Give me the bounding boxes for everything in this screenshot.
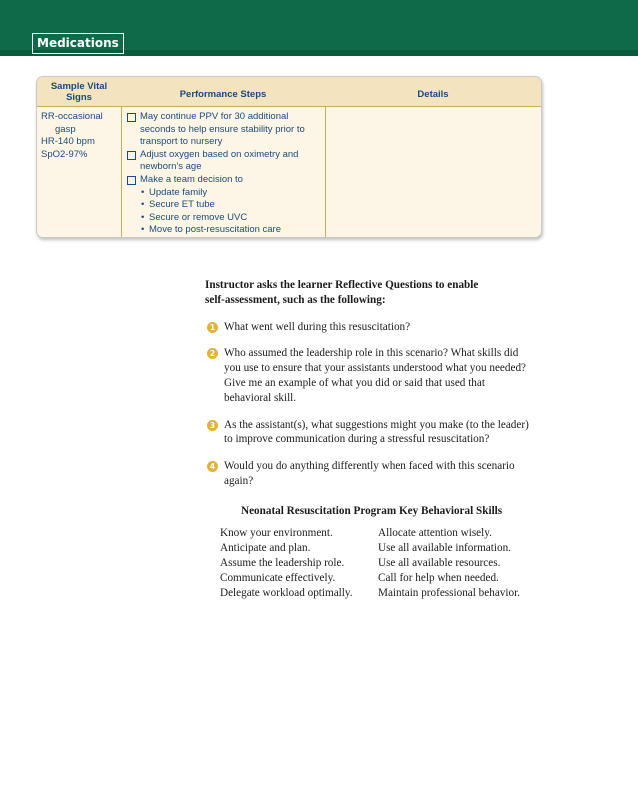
- number-badge-icon: 3: [207, 420, 218, 431]
- number-badge-icon: 1: [207, 322, 218, 333]
- skill-item: Communicate effectively.: [220, 572, 336, 584]
- number-badge-icon: 4: [207, 461, 218, 472]
- reflective-questions: [205, 278, 555, 489]
- vital-sign-hr: HR-140 bpm: [41, 136, 95, 148]
- vital-sign-rr-cont: gasp: [55, 123, 76, 135]
- step-text: transport to nursery: [140, 136, 223, 148]
- step-text: Make a team decision to: [140, 173, 243, 185]
- bullet-icon: •: [141, 224, 145, 236]
- skill-item: Delegate workload optimally.: [220, 587, 353, 599]
- question-text: Who assumed the leadership role in this scenario? What skills did: [224, 347, 519, 360]
- checkbox-icon[interactable]: [127, 176, 136, 185]
- step-text: May continue PPV for 30 additional: [140, 111, 289, 122]
- skills-title: Neonatal Resuscitation Program Key Behavioral Skills: [241, 505, 503, 517]
- vital-signs-cell: [41, 111, 119, 161]
- skill-item: Call for help when needed.: [378, 572, 499, 584]
- reflective-intro-line: self-assessment, such as the following:: [205, 293, 386, 306]
- checkbox-icon[interactable]: [127, 113, 136, 122]
- skills-list-left: [220, 526, 353, 601]
- skill-item: Know your environment.: [220, 527, 333, 539]
- question-text: As the assistant(s), what suggestions might you make (to the leader): [224, 418, 529, 431]
- question-item: [205, 418, 555, 448]
- column-header-vital-line1: Sample Vital: [50, 81, 108, 92]
- performance-table: [36, 76, 542, 238]
- bullet-icon: •: [141, 199, 145, 211]
- question-text: again?: [224, 474, 254, 487]
- sub-step-text: Secure ET tube: [149, 199, 215, 211]
- step-text: newborn's age: [140, 161, 202, 173]
- column-divider: [325, 106, 326, 237]
- sub-step-item: [125, 199, 325, 212]
- skills-list-right: [378, 526, 520, 601]
- reflective-intro: [205, 278, 555, 308]
- question-text: behavioral skill.: [224, 391, 297, 404]
- question-item: [205, 320, 555, 335]
- question-text: you use to ensure that your assistants understood what you needed?: [224, 362, 526, 375]
- section-label: Medications: [32, 33, 124, 54]
- question-item: [205, 346, 555, 405]
- vital-sign-rr: RR-occasional: [41, 111, 103, 122]
- checkbox-icon[interactable]: [127, 151, 136, 160]
- step-text: Adjust oxygen based on oximetry and: [140, 148, 299, 160]
- sub-step-text: Move to post-resuscitation care: [149, 224, 282, 236]
- step-item: [125, 149, 325, 174]
- column-header-details: Details: [417, 89, 449, 100]
- question-item: [205, 459, 555, 489]
- skill-item: Assume the leadership role.: [220, 557, 345, 569]
- skill-item: Anticipate and plan.: [220, 542, 311, 554]
- bullet-icon: •: [141, 186, 145, 198]
- question-text: What went well during this resuscitation?: [224, 320, 411, 333]
- number-badge-icon: 2: [207, 348, 218, 359]
- column-header-vital-signs: [37, 77, 121, 110]
- step-text: seconds to help ensure stability prior to: [140, 123, 305, 135]
- skill-item: Use all available resources.: [378, 557, 501, 569]
- question-text: Would you do anything differently when faced with this scenario: [224, 460, 515, 473]
- column-header-vital-line2: Signs: [66, 92, 92, 103]
- sub-step-item: [125, 187, 325, 200]
- performance-steps-cell: [125, 111, 325, 237]
- column-divider: [121, 106, 122, 237]
- reflective-intro-line: Instructor asks the learner Reflective Questions to enable: [205, 279, 479, 291]
- sub-step-item: [125, 224, 325, 237]
- sub-step-text: Secure or remove UVC: [149, 211, 248, 223]
- bullet-icon: •: [141, 211, 145, 223]
- sub-step-item: [125, 212, 325, 225]
- vital-sign-spo2: SpO2-97%: [41, 148, 88, 160]
- skill-item: Maintain professional behavior.: [378, 587, 520, 599]
- sub-step-text: Update family: [149, 186, 208, 198]
- skill-item: Allocate attention wisely.: [378, 527, 492, 539]
- skill-item: Use all available information.: [378, 542, 511, 554]
- question-text: to improve communication during a stressful resuscitation?: [224, 433, 490, 446]
- column-header-performance-steps: Performance Steps: [179, 89, 267, 100]
- question-text: Give me an example of what you did or said that used that: [224, 376, 485, 389]
- step-item: [125, 174, 325, 187]
- step-item: [125, 111, 325, 149]
